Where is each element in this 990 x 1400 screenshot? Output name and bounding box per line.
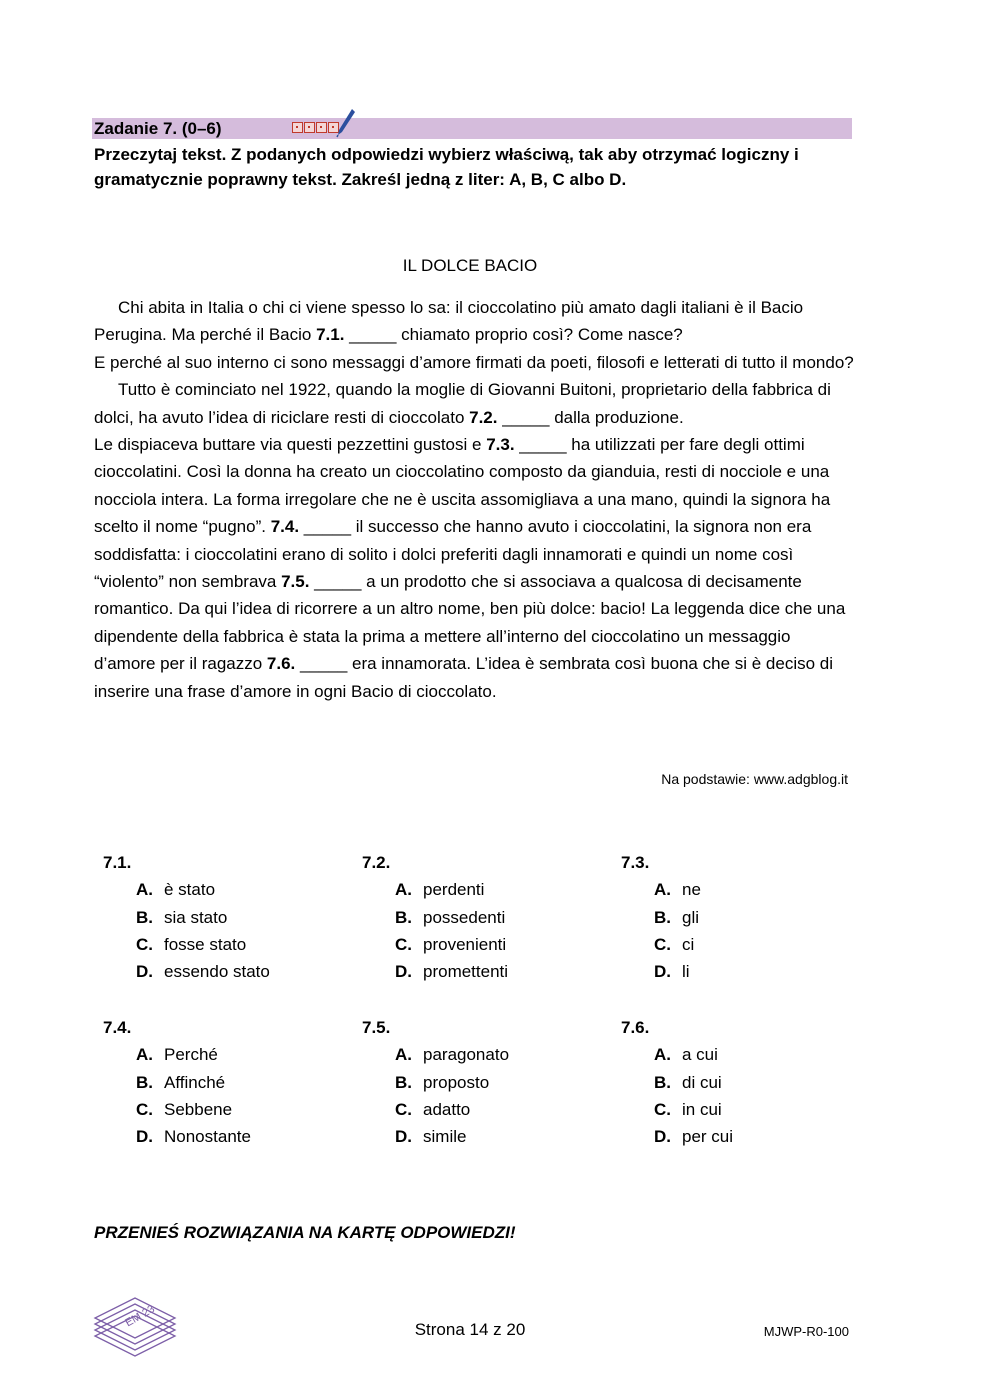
paragraph-2: E perché al suo interno ci sono messaggi d’amore firmati da poeti, filosofi e letterati di tutto il mondo?: [94, 352, 854, 372]
paragraph-3: [94, 376, 854, 431]
text-segment: Le dispiaceva buttare via questi pezzettini gustosi e: [94, 435, 487, 455]
option-d[interactable]: [136, 958, 334, 985]
option-text: gli: [682, 907, 700, 927]
option-text: Affinché: [164, 1072, 226, 1092]
option-b[interactable]: [136, 1069, 334, 1096]
pen-icon: [336, 108, 356, 138]
option-letter: A.: [395, 1045, 412, 1065]
source-citation: Na podstawie: www.adgblog.it: [661, 771, 848, 787]
question-7-2: [353, 849, 593, 985]
option-b[interactable]: [654, 1069, 852, 1096]
option-letter: C.: [654, 934, 671, 954]
logo-text: EM 23: [123, 1303, 157, 1330]
option-text: Sebbene: [164, 1099, 233, 1119]
text-segment: _____ ha utilizzati per fare degli ottimi cioccolatini. Così la donna ha creato un cioccolatino composto da gianduia, resti di nocciole e una nocciola intera. La forma irregolare che ne è uscita assomigliava a una mano, quindi la signora ha scelto il nome “pugno”.: [94, 435, 831, 537]
transfer-note: PRZENIEŚ ROZWIĄZANIA NA KARTĘ ODPOWIEDZI!: [94, 1223, 516, 1242]
option-letter: C.: [136, 1099, 153, 1119]
option-letter: A.: [136, 880, 153, 900]
option-text: sia stato: [164, 907, 228, 927]
text-segment: _____ era innamorata. L’idea è sembrata così buona che si è deciso di inserire una frase d’amore in ogni Bacio di cioccolato.: [94, 654, 834, 701]
gap-7-3: 7.3.: [486, 435, 515, 455]
option-letter: B.: [654, 907, 671, 927]
option-letter: A.: [654, 880, 671, 900]
option-letter: B.: [136, 1072, 153, 1092]
option-d[interactable]: [654, 1123, 852, 1150]
option-c[interactable]: [136, 931, 334, 958]
option-letter: B.: [654, 1072, 671, 1092]
question-number: 7.5.: [362, 1018, 391, 1037]
option-text: promettenti: [423, 962, 509, 982]
option-text: per cui: [682, 1127, 734, 1147]
gap-7-4: 7.4.: [270, 517, 300, 537]
option-b[interactable]: [654, 904, 852, 931]
option-text: provenienti: [423, 934, 507, 954]
option-text: li: [682, 962, 690, 982]
option-letter: B.: [395, 907, 412, 927]
option-d[interactable]: [136, 1123, 334, 1150]
option-text: essendo stato: [164, 962, 270, 982]
option-text: Perché: [164, 1045, 218, 1065]
text-title: IL DOLCE BACIO: [402, 256, 538, 275]
option-text: Nonostante: [164, 1127, 251, 1147]
text-segment: _____ il successo che hanno avuto i cioccolatini, la signora non era soddisfatta: i cioccolatini erano di solito i dolci preferiti dagli innamorati e quindi un nome così “violento” non sembrava: [94, 517, 812, 592]
skill-icons: [292, 122, 339, 133]
question-7-1: [94, 849, 334, 985]
option-letter: B.: [136, 907, 153, 927]
option-c[interactable]: [654, 1096, 852, 1123]
question-7-3: [612, 849, 852, 985]
option-text: adatto: [423, 1099, 471, 1119]
question-number: 7.4.: [103, 1018, 132, 1037]
gap-7-6: 7.6.: [266, 654, 296, 674]
option-letter: C.: [395, 1099, 412, 1119]
option-a[interactable]: [654, 876, 852, 903]
option-a[interactable]: [395, 1041, 593, 1068]
option-text: simile: [423, 1127, 467, 1147]
option-d[interactable]: [654, 958, 852, 985]
option-a[interactable]: [136, 876, 334, 903]
task-instruction: Przeczytaj tekst. Z podanych odpowiedzi wybierz właściwą, tak aby otrzymać logiczny i gramatycznie poprawny tekst. Zakreśl jedną z liter: A, B, C albo D.: [94, 145, 799, 189]
text-segment: Chi abita in Italia o chi ci viene spesso lo sa: il cioccolatino più amato dagli italiani è il Bacio Perugina. Ma perché il Bacio: [94, 298, 804, 345]
document-code: MJWP-R0-100: [763, 1324, 849, 1339]
option-text: possedenti: [423, 907, 506, 927]
task-header: [92, 118, 852, 139]
option-text: ne: [682, 880, 701, 900]
text-segment: _____ a un prodotto che si associava a qualcosa di decisamente romantico. Da qui l’idea di ricorrere a un altro nome, ben più dolce: bacio! La leggenda dice che una dipendente della fabbrica è stata la prima a mettere all’interno del cioccolatino un messaggio d’amore per il ragazzo: [94, 572, 846, 674]
text-segment: Tutto è cominciato nel 1922, quando la moglie di Giovanni Buitoni, proprietario della fabbrica di dolci, ha avuto l’idea di riciclare resti di cioccolato: [94, 380, 831, 427]
option-letter: D.: [395, 1127, 412, 1147]
paragraph-4: [94, 431, 854, 705]
option-letter: D.: [654, 962, 671, 982]
option-b[interactable]: [395, 904, 593, 931]
option-text: fosse stato: [164, 934, 247, 954]
task-title: Zadanie 7. (0–6): [94, 119, 222, 138]
option-text: è stato: [164, 880, 216, 900]
option-c[interactable]: [654, 931, 852, 958]
option-letter: C.: [136, 934, 153, 954]
gap-7-2: 7.2.: [469, 407, 498, 427]
option-c[interactable]: [136, 1096, 334, 1123]
option-text: paragonato: [423, 1045, 510, 1065]
option-c[interactable]: [395, 931, 593, 958]
question-number: 7.6.: [621, 1018, 650, 1037]
option-text: ci: [682, 934, 695, 954]
option-letter: D.: [395, 962, 412, 982]
question-7-4: [94, 1014, 334, 1150]
option-b[interactable]: [395, 1069, 593, 1096]
option-letter: A.: [136, 1045, 153, 1065]
question-7-6: [612, 1014, 852, 1150]
gap-7-5: 7.5.: [281, 572, 310, 592]
option-letter: A.: [654, 1045, 671, 1065]
paragraph-1: [94, 294, 854, 349]
question-number: 7.2.: [362, 853, 391, 872]
option-a[interactable]: [654, 1041, 852, 1068]
option-text: proposto: [423, 1072, 490, 1092]
text-segment: _____ dalla produzione.: [497, 407, 684, 427]
skill-box-icon: [304, 122, 315, 133]
option-b[interactable]: [136, 904, 334, 931]
question-number: 7.3.: [621, 853, 650, 872]
skill-box-icon: [292, 122, 303, 133]
option-a[interactable]: [395, 876, 593, 903]
option-text: a cui: [682, 1045, 718, 1065]
page-number: Strona 14 z 20: [414, 1320, 526, 1339]
option-letter: A.: [395, 880, 412, 900]
option-letter: D.: [136, 1127, 153, 1147]
option-d[interactable]: [395, 958, 593, 985]
reading-text: [94, 294, 854, 705]
skill-box-icon: [316, 122, 327, 133]
question-number: 7.1.: [103, 853, 132, 872]
option-text: di cui: [682, 1072, 722, 1092]
option-text: perdenti: [423, 880, 485, 900]
option-letter: C.: [395, 934, 412, 954]
text-segment: _____ chiamato proprio così? Come nasce?: [344, 325, 683, 345]
option-d[interactable]: [395, 1123, 593, 1150]
option-letter: B.: [395, 1072, 412, 1092]
option-a[interactable]: [136, 1041, 334, 1068]
option-letter: D.: [654, 1127, 671, 1147]
option-c[interactable]: [395, 1096, 593, 1123]
option-letter: C.: [654, 1099, 671, 1119]
option-text: in cui: [682, 1099, 722, 1119]
question-7-5: [353, 1014, 593, 1150]
gap-7-1: 7.1.: [316, 325, 345, 345]
option-letter: D.: [136, 962, 153, 982]
